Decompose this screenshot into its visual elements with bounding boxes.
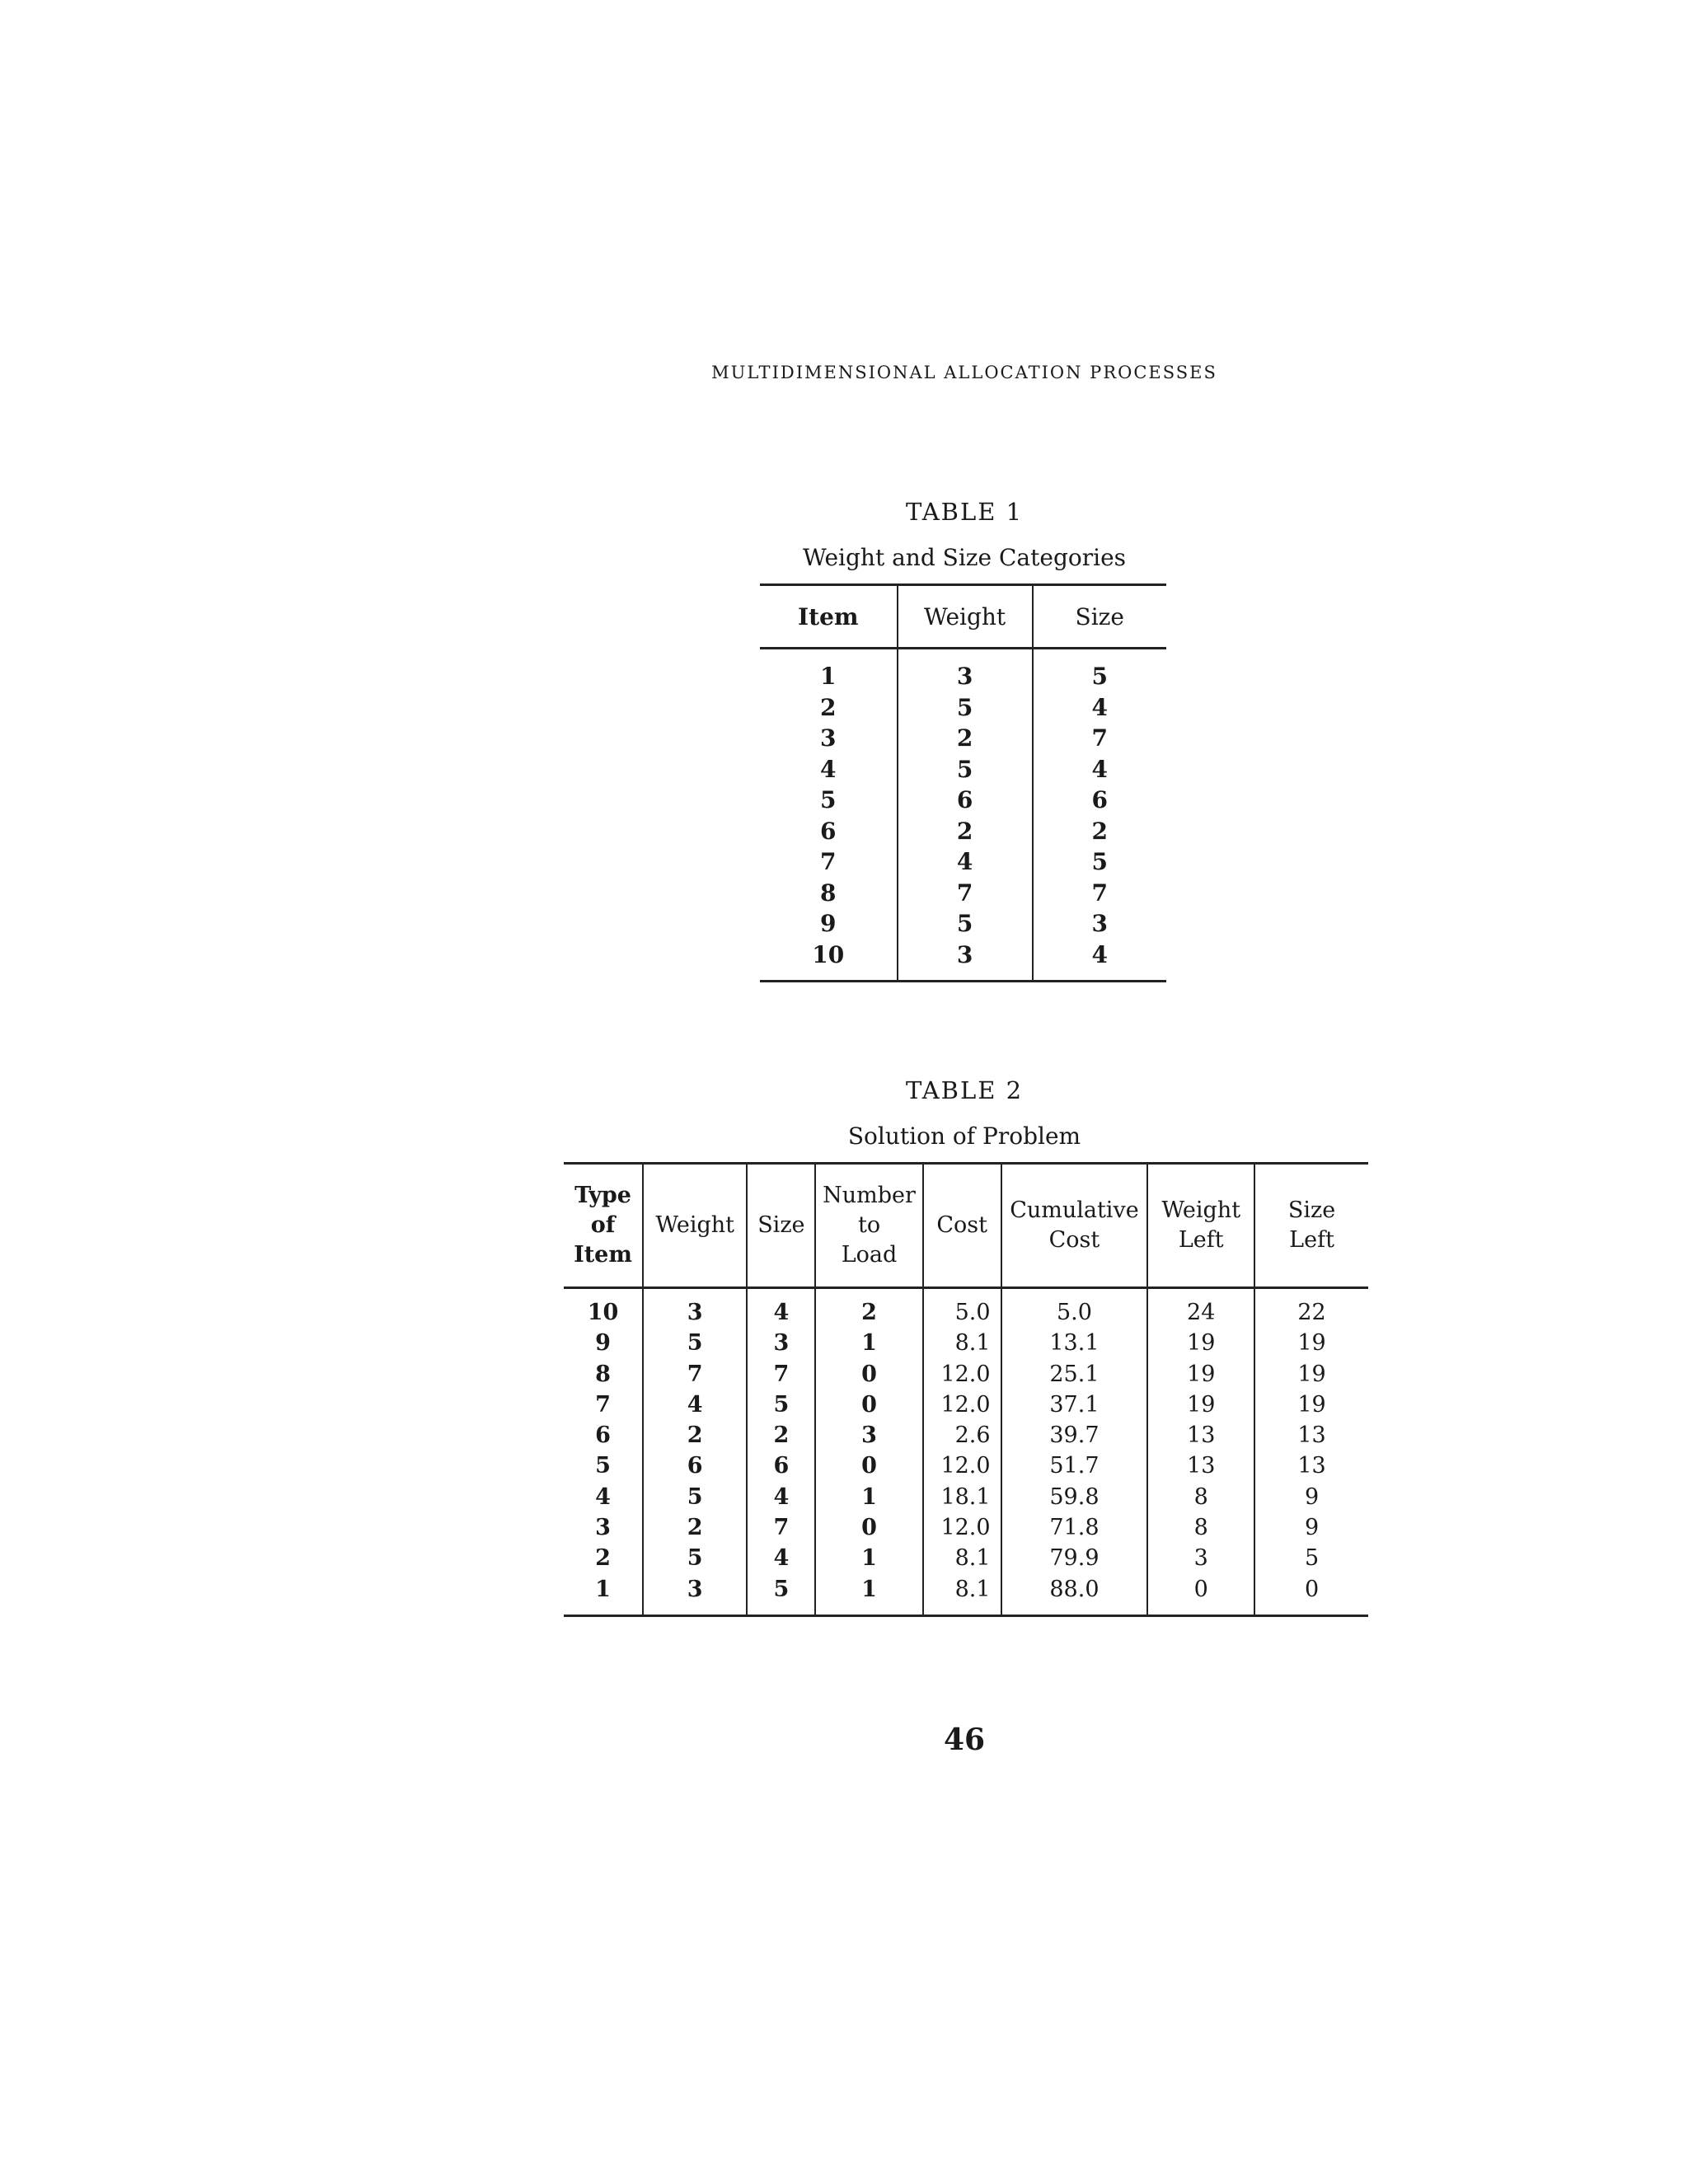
table2-cell-size-left: 19	[1254, 1328, 1368, 1358]
table2-cell-cumulative-cost: 88.0	[1001, 1574, 1148, 1616]
table2-header-line: Load	[841, 1242, 898, 1268]
table2-cell-number-to-load: 1	[815, 1482, 922, 1512]
table2-cell-cumulative-cost: 5.0	[1001, 1288, 1148, 1329]
table2-cell-number-to-load: 1	[815, 1543, 922, 1573]
table2-cell-cost: 12.0	[923, 1359, 1001, 1390]
table1-cell-weight: 3	[898, 940, 1033, 982]
table2-cell-cost: 8.1	[923, 1328, 1001, 1358]
table2-header-size-left	[1254, 1164, 1368, 1288]
table1-cell-weight: 4	[898, 846, 1033, 878]
table-row	[760, 816, 1166, 847]
table2-cell-weight: 5	[643, 1482, 747, 1512]
table1	[760, 583, 1166, 982]
table1-cell-item: 8	[820, 879, 837, 907]
table2-caption: Solution of Problem	[847, 1122, 1081, 1150]
page-number: 46	[943, 1722, 986, 1757]
table2-cell-weight: 6	[643, 1451, 747, 1481]
table1-cell-weight: 3	[898, 649, 1033, 692]
table2-header-line: Size	[1287, 1197, 1336, 1223]
table-row	[564, 1328, 1368, 1358]
table2-cell-size-left: 22	[1254, 1288, 1368, 1329]
table-row	[564, 1451, 1368, 1481]
table2-cell-size-left: 5	[1254, 1543, 1368, 1573]
table2-cell-size: 7	[747, 1512, 815, 1543]
table2-cell-cost: 8.1	[923, 1543, 1001, 1573]
table-row	[564, 1390, 1368, 1420]
table2-cell-weight-left: 0	[1147, 1574, 1254, 1616]
table1-cell-item: 2	[820, 693, 837, 721]
table2-label: TABLE 2	[905, 1076, 1024, 1104]
table1-body	[760, 649, 1166, 982]
table2-cell-weight-left: 8	[1147, 1482, 1254, 1512]
table2-cell-type-of-item: 1	[595, 1576, 611, 1602]
table2-cell-size: 5	[747, 1390, 815, 1420]
table2-header-line: Left	[1178, 1227, 1224, 1253]
table2-header-line: Number	[823, 1183, 916, 1208]
table1-cell-size: 5	[1033, 846, 1166, 878]
table-row	[760, 878, 1166, 909]
table2-header-cumulative-cost	[1001, 1164, 1148, 1288]
table2-header-line: Cost	[1048, 1227, 1100, 1253]
table-row	[760, 754, 1166, 785]
table-row	[564, 1288, 1368, 1329]
table1-cell-size: 7	[1033, 723, 1166, 754]
table2-cell-size-left: 9	[1254, 1512, 1368, 1543]
table2-cell-weight: 3	[643, 1574, 747, 1616]
table2-cell-size: 7	[747, 1359, 815, 1390]
table2-cell-type-of-item: 7	[595, 1391, 611, 1418]
table1-cell-size: 4	[1033, 754, 1166, 785]
table2-cell-weight: 2	[643, 1420, 747, 1451]
table2-cell-weight: 5	[643, 1328, 747, 1358]
table2-cell-type-of-item: 5	[595, 1453, 611, 1479]
table1-cell-weight: 5	[898, 908, 1033, 940]
table2	[564, 1162, 1368, 1617]
table1-cell-size: 6	[1033, 785, 1166, 816]
table2-cell-size: 5	[747, 1574, 815, 1616]
table2-header-line: to	[857, 1212, 881, 1238]
table2-header-line: Weight	[655, 1212, 734, 1238]
table1-cell-size: 4	[1033, 692, 1166, 724]
table2-cell-cost: 8.1	[923, 1574, 1001, 1616]
table1-cell-item: 5	[820, 786, 837, 813]
table-row	[760, 908, 1166, 940]
table1-cell-weight: 2	[898, 816, 1033, 847]
table1-cell-weight: 5	[898, 754, 1033, 785]
table2-cell-weight: 4	[643, 1390, 747, 1420]
table2-cell-type-of-item: 2	[595, 1545, 611, 1572]
table2-cell-type-of-item: 4	[595, 1483, 611, 1510]
table2-header-number-to-load	[815, 1164, 922, 1288]
table2-cell-size: 4	[747, 1288, 815, 1329]
table2-cell-weight-left: 19	[1147, 1390, 1254, 1420]
running-head: MULTIDIMENSIONAL ALLOCATION PROCESSES	[711, 363, 1217, 382]
table2-cell-size: 4	[747, 1543, 815, 1573]
table2-cell-weight-left: 8	[1147, 1512, 1254, 1543]
table2-cell-cumulative-cost: 71.8	[1001, 1512, 1148, 1543]
table2-cell-size-left: 0	[1254, 1574, 1368, 1616]
table1-cell-size: 7	[1033, 878, 1166, 909]
table1-cell-item: 7	[820, 848, 837, 875]
table2-header-type-of-item	[564, 1164, 643, 1288]
table2-header-weight-left	[1147, 1164, 1254, 1288]
table2-cell-number-to-load: 0	[815, 1451, 922, 1481]
table2-cell-number-to-load: 0	[815, 1359, 922, 1390]
table-row	[564, 1420, 1368, 1451]
table2-cell-number-to-load: 1	[815, 1574, 922, 1616]
table2-cell-weight: 2	[643, 1512, 747, 1543]
table2-cell-size-left: 9	[1254, 1482, 1368, 1512]
table1-cell-weight: 6	[898, 785, 1033, 816]
table2-cell-weight-left: 13	[1147, 1420, 1254, 1451]
table1-cell-item: 6	[820, 817, 837, 845]
table2-body	[564, 1288, 1368, 1616]
table-row	[564, 1359, 1368, 1390]
table1-cell-item: 9	[820, 910, 837, 937]
table1-cell-size: 3	[1033, 908, 1166, 940]
table2-cell-weight: 3	[643, 1288, 747, 1329]
table2-cell-cost: 2.6	[923, 1420, 1001, 1451]
table-row	[564, 1574, 1368, 1616]
table2-cell-weight-left: 3	[1147, 1543, 1254, 1573]
table2-cell-weight: 5	[643, 1543, 747, 1573]
table2-cell-type-of-item: 9	[595, 1330, 611, 1357]
table2-cell-weight-left: 24	[1147, 1288, 1254, 1329]
table2-header-size	[747, 1164, 815, 1288]
table2-cell-weight: 7	[643, 1359, 747, 1390]
table1-header-item: Item	[760, 585, 898, 649]
table2-cell-size: 6	[747, 1451, 815, 1481]
table2-cell-cumulative-cost: 79.9	[1001, 1543, 1148, 1573]
table2-cell-weight-left: 19	[1147, 1328, 1254, 1358]
table2-cell-weight-left: 19	[1147, 1359, 1254, 1390]
table2-header-cost	[923, 1164, 1001, 1288]
table2-header-line: Item	[574, 1242, 632, 1268]
table2-cell-cost: 5.0	[923, 1288, 1001, 1329]
table2-cell-type-of-item: 6	[595, 1422, 611, 1449]
table2-header-line: Left	[1289, 1227, 1334, 1253]
table-row	[760, 846, 1166, 878]
table2-cell-size: 4	[747, 1482, 815, 1512]
table2-cell-cumulative-cost: 39.7	[1001, 1420, 1148, 1451]
table1-cell-weight: 2	[898, 723, 1033, 754]
table1-cell-item: 1	[820, 663, 837, 690]
table1-cell-weight: 5	[898, 692, 1033, 724]
table2-cell-cumulative-cost: 37.1	[1001, 1390, 1148, 1420]
table2-cell-number-to-load: 0	[815, 1390, 922, 1420]
table1-label: TABLE 1	[905, 498, 1024, 526]
table2-cell-cost: 12.0	[923, 1512, 1001, 1543]
table1-cell-size: 4	[1033, 940, 1166, 982]
table1-cell-size: 5	[1033, 649, 1166, 692]
table2-header-line: Size	[757, 1212, 805, 1238]
table2-cell-weight-left: 13	[1147, 1451, 1254, 1481]
table2-cell-type-of-item: 3	[595, 1515, 611, 1541]
table2-header-weight	[643, 1164, 747, 1288]
table-row	[760, 692, 1166, 724]
table2-header-line: of	[590, 1212, 616, 1238]
table2-cell-cumulative-cost: 13.1	[1001, 1328, 1148, 1358]
table1-header-row	[760, 585, 1166, 649]
table2-cell-number-to-load: 3	[815, 1420, 922, 1451]
table-row	[760, 940, 1166, 982]
table2-header-line: Type	[574, 1183, 631, 1208]
table1-cell-size: 2	[1033, 816, 1166, 847]
table2-cell-cost: 18.1	[923, 1482, 1001, 1512]
table2-cell-cumulative-cost: 59.8	[1001, 1482, 1148, 1512]
table1-cell-weight: 7	[898, 878, 1033, 909]
table2-cell-type-of-item: 10	[587, 1300, 619, 1325]
table2-cell-cost: 12.0	[923, 1451, 1001, 1481]
table2-header-row	[564, 1164, 1368, 1288]
table2-cell-size-left: 19	[1254, 1359, 1368, 1390]
table2-cell-number-to-load: 2	[815, 1288, 922, 1329]
table2-cell-number-to-load: 1	[815, 1328, 922, 1358]
table1-header-weight: Weight	[898, 585, 1033, 649]
table2-cell-size: 3	[747, 1328, 815, 1358]
table1-header-size: Size	[1033, 585, 1166, 649]
table1-cell-item: 10	[812, 940, 845, 968]
table-row	[760, 723, 1166, 754]
table-row	[564, 1482, 1368, 1512]
table2-cell-size-left: 13	[1254, 1420, 1368, 1451]
table-row	[760, 649, 1166, 692]
table2-cell-cumulative-cost: 25.1	[1001, 1359, 1148, 1390]
table2-cell-type-of-item: 8	[595, 1361, 611, 1387]
table2-header-line: Weight	[1161, 1197, 1241, 1223]
table2-cell-size-left: 19	[1254, 1390, 1368, 1420]
table2-header-line: Cost	[936, 1212, 987, 1238]
table-row	[564, 1512, 1368, 1543]
table2-cell-number-to-load: 0	[815, 1512, 922, 1543]
table2-cell-cumulative-cost: 51.7	[1001, 1451, 1148, 1481]
table1-caption: Weight and Size Categories	[802, 544, 1127, 571]
table-row	[564, 1543, 1368, 1573]
table-row	[760, 785, 1166, 816]
table2-header-line: Cumulative	[1010, 1197, 1139, 1223]
table2-cell-cost: 12.0	[923, 1390, 1001, 1420]
table2-cell-size-left: 13	[1254, 1451, 1368, 1481]
table2-cell-size: 2	[747, 1420, 815, 1451]
table1-cell-item: 3	[820, 724, 837, 752]
table1-cell-item: 4	[820, 755, 837, 783]
